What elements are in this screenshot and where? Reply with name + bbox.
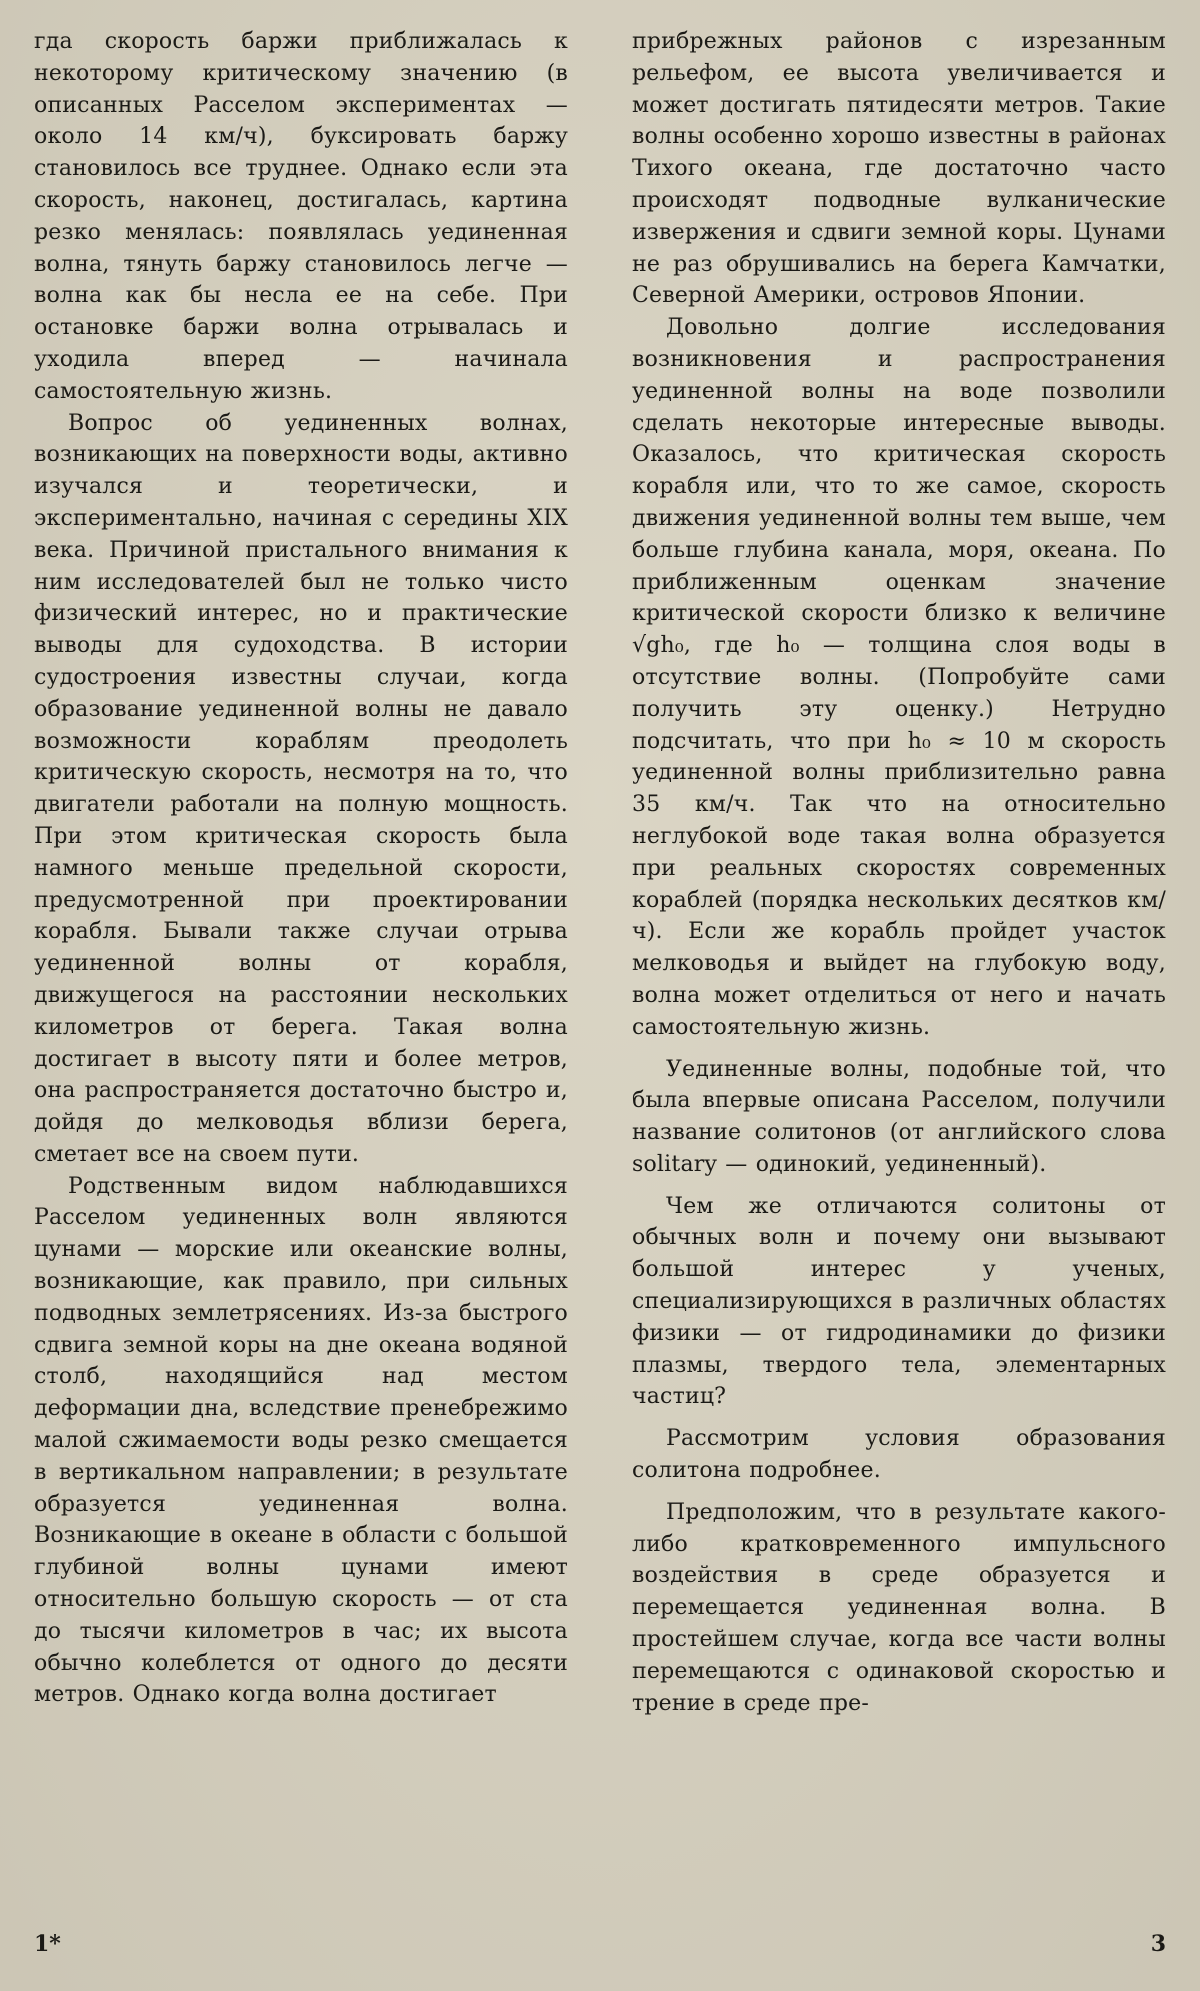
paragraph: Рассмотрим условия образования солитона подробнее. [632,1426,1166,1484]
paragraph: Довольно долгие исследования возникновения и распространения уединенной волны на воде позволили сделать некоторые интересные выводы. Оказалось, что критическая скорость корабля или, что то же самое, скорость движения уединенной волны тем выше, чем больше глубина канала, моря, океана. По приближенным оценкам значение критической скорости близко к величине √gh₀, где h₀ — толщина слоя воды в отсутствие волны. (Попробуйте сами получить эту оценку.) Нетрудно подсчитать, что при h₀ ≈ 10 м скорость уединенной волны приблизительно равна 35 км/ч. Так что на относительно неглубокой воде такая волна образуется при реальных скоростях современных кораблей (порядка нескольких десятков км/ч). Если же корабль пройдет участок мелководья и выйдет на глубокую воду, волна может отделиться от него и начать самостоятельную жизнь. [632,315,1166,1040]
page-footer [34,1931,1166,1957]
paragraph: Уединенные волны, подобные той, что была впервые описана Расселом, получили название солитонов (от английского слова solitary — одинокий, уединенный). [632,1056,1166,1177]
paragraph-continuation: гда скорость баржи приближалась к некоторому критическому значению (в описанных Расселом экспериментах — около 14 км/ч), буксировать баржу становилось все труднее. Однако если эта скорость, наконец, достигалась, картина резко менялась: появлялась уединенная волна, тянуть баржу становилось легче — волна как бы несла ее на себе. При остановке баржи волна отрывалась и уходила вперед — начинала самостоятельную жизнь. [34,29,568,404]
paragraph: Чем же отличаются солитоны от обычных волн и почему они вызывают большой интерес у ученых, специализирующихся в различных областях физики — от гидродинамики до физики плазмы, твердого тела, элементарных частиц? [632,1193,1166,1410]
paragraph-continuation: прибрежных районов с изрезанным рельефом, ее высота увеличивается и может достигать пятидесяти метров. Такие волны особенно хорошо известны в районах Тихого океана, где достаточно часто происходят подводные вулканические извержения и сдвиги земной коры. Цунами не раз обрушивались на берега Камчатки, Северной Америки, островов Японии. [632,29,1166,309]
right-column [632,26,1166,1719]
text-columns [34,26,1166,1719]
paragraph: Родственным видом наблюдавшихся Расселом уединенных волн являются цунами — морские или океанские волны, возникающие, как правило, при сильных подводных землетрясениях. Из-за быстрого сдвига земной коры на дне океана водяной столб, находящийся над местом деформации дна, вследствие пренебрежимо малой сжимаемости воды резко смещается в вертикальном направлении; в результате образуется уединенная волна. Возникающие в океане в области с большой глубиной волны цунами имеют относительно большую скорость — от ста до тысячи километров в час; их высота обычно колеблется от одного до десяти метров. Однако когда волна достигает [34,1173,568,1708]
page-number: 3 [1150,1931,1166,1957]
paragraph: Вопрос об уединенных волнах, возникающих на поверхности воды, активно изучался и теоретически, и экспериментально, начиная с середины XIX века. Причиной пристального внимания к ним исследователей был не только чисто физический интерес, но и практические выводы для судоходства. В истории судостроения известны случаи, когда образование уединенной волны не давало возможности кораблям преодолеть критическую скорость, несмотря на то, что двигатели работали на полную мощность. При этом критическая скорость была намного меньше предельной скорости, предусмотренной при проектировании корабля. Бывали также случаи отрыва уединенной волны от корабля, движущегося на расстоянии нескольких километров от берега. Такая волна достигает в высоту пяти и более метров, она распространяется достаточно быстро и, дойдя до мелководья вблизи берега, сметает все на своем пути. [34,410,568,1167]
printers-signature-mark: 1* [34,1931,61,1957]
paragraph: Предположим, что в результате какого-либо кратковременного импульсного воздействия в среде образуется и перемещается уединенная волна. В простейшем случае, когда все части волны перемещаются с одинаковой скоростью и трение в среде пре- [632,1499,1166,1716]
left-column [34,26,568,1719]
